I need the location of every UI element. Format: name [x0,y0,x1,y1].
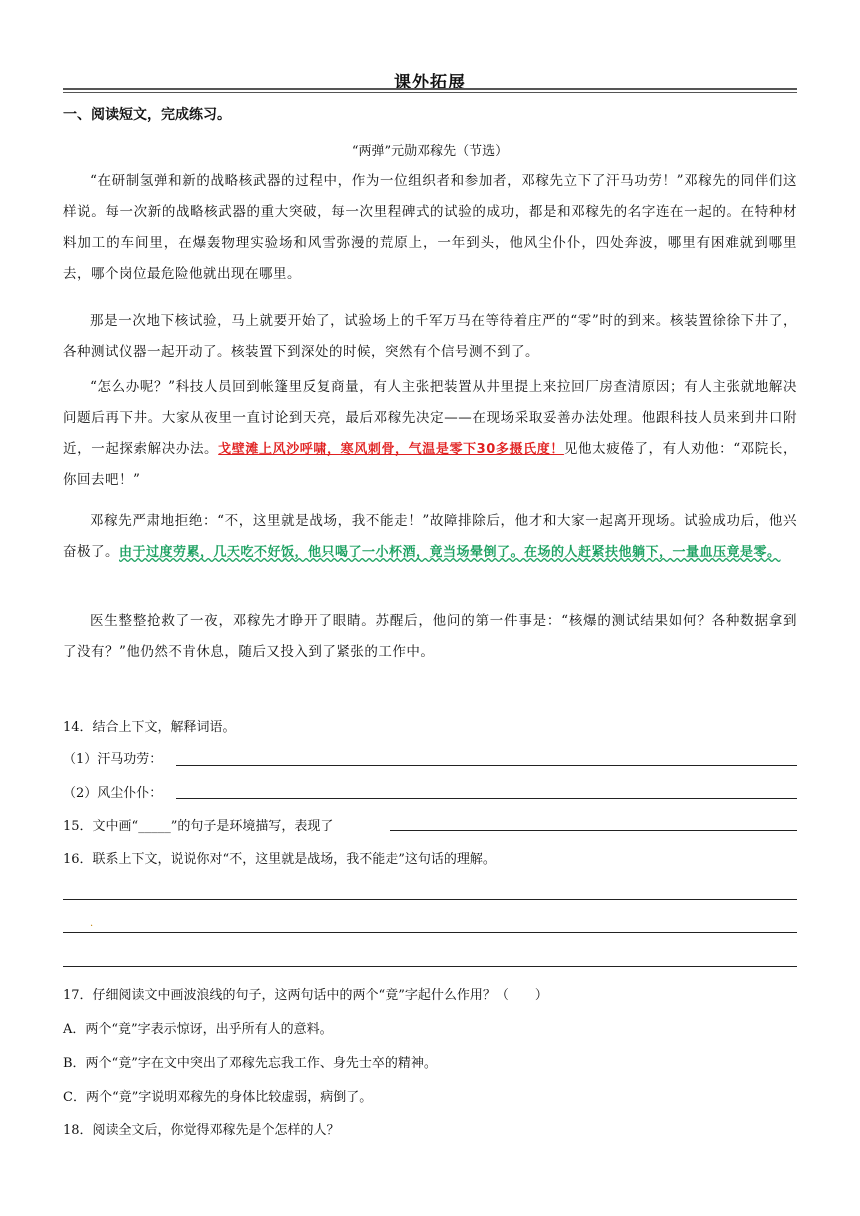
question-18: 18．阅读全文后，你觉得邓稼先是个怎样的人？ [63,1123,340,1138]
header-rule [63,88,797,90]
answer-line-14-1[interactable] [176,765,797,766]
paragraph-5-text: 医生整整抢救了一夜，邓稼先才睁开了眼睛。苏醒后，他问的第一件事是：“核爆的测试结果如何？各种数据拿到了没有？”他仍然不肯休息，随后又投入到了紧张的工作中。 [63,613,797,660]
passage-paragraph-2 [63,306,797,368]
question-14-1: （1）汗马功劳： [63,752,163,767]
answer-line-15[interactable] [390,830,797,831]
section-heading: 一、阅读短文，完成练习。 [63,107,231,123]
answer-line-16-2[interactable] [63,932,797,933]
passage-paragraph-4 [63,506,797,568]
question-17-option-a[interactable]: A．两个“竟”字表示惊讶，出乎所有人的意料。 [63,1022,333,1037]
paragraph-3-text-after: 见他太疲倦了，有人劝他：“邓院长，你回去吧！” [63,441,798,488]
question-17-option-b[interactable]: B．两个“竟”字在文中突出了邓稼先忘我工作、身先士卒的精神。 [63,1056,437,1071]
question-16: 16．联系上下文，说说你对“不，这里就是战场，我不能走”这句话的理解。 [63,852,496,867]
passage-paragraph-3 [63,372,797,496]
answer-line-16-3[interactable] [63,966,797,967]
passage-title: “两弹”元勋邓稼先（节选） [351,144,509,159]
paragraph-3-text-before: “怎么办呢？”科技人员回到帐篷里反复商量，有人主张把装置从井里提上来拉回厂房查清原因；有人主张就地解决问题后再下井。大家从夜里一直讨论到天亮，最后邓稼先决定——在现场采取妥善办法处理。他跟科技人员来到井口附近，一起探索解决办法。 [63,379,797,457]
question-17: 17．仔细阅读文中画波浪线的句子，这两句话中的两个“竟”字起什么作用？（ ） [63,988,548,1003]
wavy-underlined-sentence: 由于过度劳累，几天吃不好饭，他只喝了一小杯酒，竟当场晕倒了。在场的人赶紧扶他躺下，一量血压竟是零。 [119,545,781,560]
question-14-2: （2）风尘仆仆： [63,786,163,801]
paragraph-2-text: 那是一次地下核试验，马上就要开始了，试验场上的千军万马在等待着庄严的“零”时的到来。核装置徐徐下井了，各种测试仪器一起开动了。核装置下到深处的时候，突然有个信号测不到了。 [63,313,797,360]
question-17-option-c[interactable]: C．两个“竟”字说明邓稼先的身体比较虚弱，病倒了。 [63,1090,373,1105]
question-14: 14．结合上下文，解释词语。 [63,720,236,735]
answer-line-16-1[interactable] [63,899,797,900]
page-title: 课外拓展 [394,73,466,93]
answer-line-14-2[interactable] [176,798,797,799]
paragraph-4-text-before: 邓稼先严肃地拒绝：“不，这里就是战场，我不能走！”故障排除后，他才和大家一起离开现场。试验成功后，他兴奋极了。 [63,513,797,560]
paragraph-1-text: “在研制氢弹和新的战略核武器的过程中，作为一位组织者和参加者，邓稼先立下了汗马功劳！”邓稼先的同伴们这样说。每一次新的战略核武器的重大突破，每一次里程碑式的试验的成功，都是和邓稼先的名字连在一起的。在特种材料加工的车间里，在爆轰物理实验场和风雪弥漫的荒原上，一年到头，他风尘仆仆，四处奔波，哪里有困难就到哪里去，哪个岗位最危险他就出现在哪里。 [63,173,797,282]
passage-paragraph-5 [63,606,797,668]
stray-mark: . [90,918,94,929]
header-rule-thin [63,92,797,93]
environment-description-sentence: 戈壁滩上风沙呼啸，寒风刺骨，气温是零下30多摄氏度！ [218,442,564,457]
question-15: 15．文中画“_____”的句子是环境描写，表现了 [63,819,334,834]
passage-paragraph-1 [63,166,797,290]
